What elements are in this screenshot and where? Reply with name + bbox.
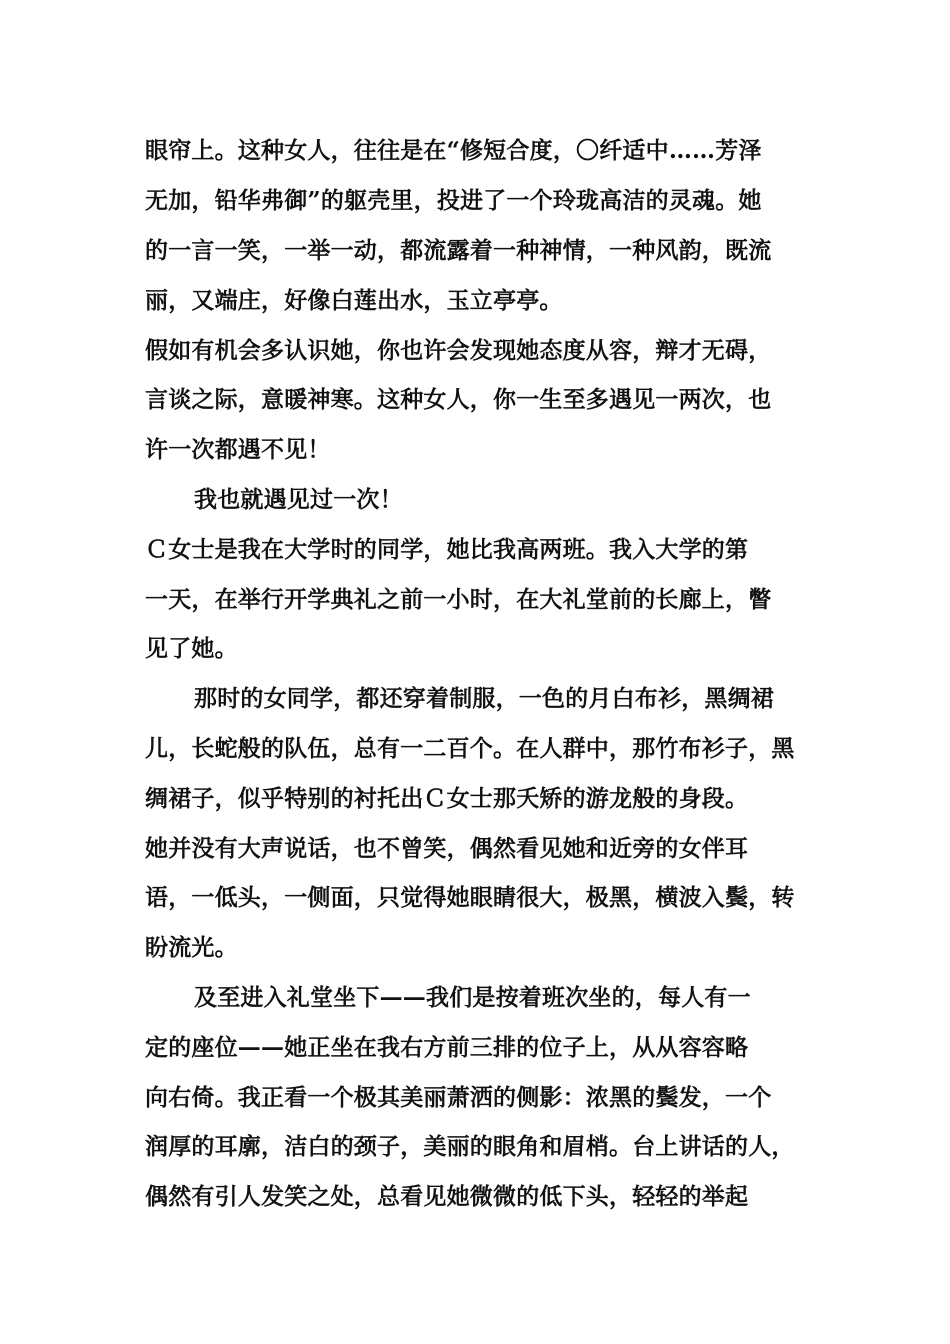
text-line: 绸裙子，似乎特别的衬托出Ｃ女士那夭矫的游龙般的身段。: [145, 785, 749, 812]
text-line: 眼帘上。这种女人，往往是在“修短合度，〇纤适中……芳泽: [145, 137, 762, 164]
text-line: 的一言一笑，一举一动，都流露着一种神情，一种风韵，既流: [145, 237, 772, 264]
text-line: 向右倚。我正看一个极其美丽萧洒的侧影：浓黑的鬓发，一个: [145, 1084, 772, 1111]
text-line: 无加，铅华弗御”的躯壳里，投进了一个玲珑高洁的灵魂。她: [145, 187, 762, 214]
text-line: 言谈之际，意暖神寒。这种女人，你一生至多遇见一两次，也: [145, 386, 772, 413]
text-line: 她并没有大声说话，也不曾笑，偶然看见她和近旁的女伴耳: [145, 835, 749, 862]
text-line: 我也就遇见过一次！: [194, 486, 403, 513]
text-line: 假如有机会多认识她，你也许会发现她态度从容，辩才无碍，: [145, 337, 772, 364]
text-line: 那时的女同学，都还穿着制服，一色的月白布衫，黑绸裙: [194, 685, 774, 712]
text-line: Ｃ女士是我在大学时的同学，她比我高两班。我入大学的第: [145, 536, 749, 563]
text-line: 一天，在举行开学典礼之前一小时，在大礼堂前的长廊上，瞥: [145, 586, 772, 613]
text-line: 见了她。: [145, 635, 238, 662]
text-line: 丽，又端庄，好像白莲出水，玉立亭亭。: [145, 287, 563, 314]
text-line: 定的座位——她正坐在我右方前三排的位子上，从从容容略: [145, 1034, 749, 1061]
text-line: 润厚的耳廓，洁白的颈子，美丽的眼角和眉梢。台上讲话的人，: [145, 1133, 795, 1160]
text-line: 语，一低头，一侧面，只觉得她眼睛很大，极黑，横波入鬓，转: [145, 884, 795, 911]
text-line: 儿，长蛇般的队伍，总有一二百个。在人群中，那竹布衫子，黑: [145, 735, 795, 762]
text-line: 许一次都遇不见！: [145, 436, 331, 463]
text-line: 偶然有引人发笑之处，总看见她微微的低下头，轻轻的举起: [145, 1183, 749, 1210]
text-line: 盼流光。: [145, 934, 238, 961]
text-line: 及至进入礼堂坐下——我们是按着班次坐的，每人有一: [194, 984, 751, 1011]
